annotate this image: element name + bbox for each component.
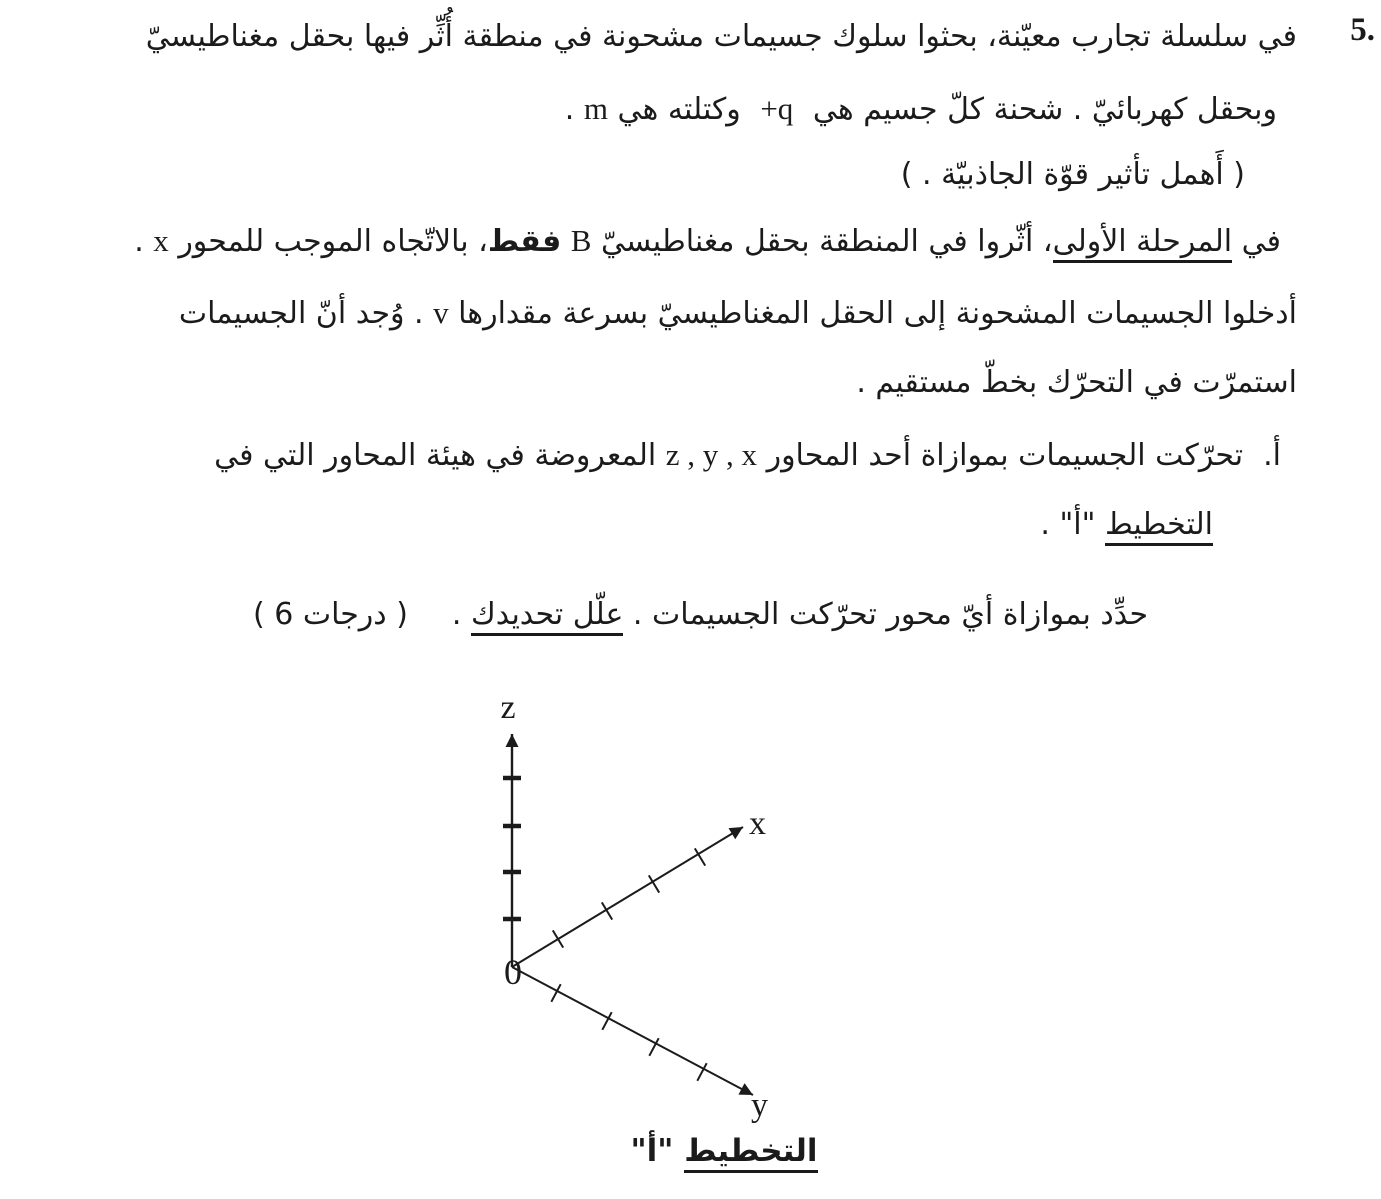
diagram-ref-underlined: التخطيط: [1105, 507, 1213, 546]
stage1-underlined-phrase: المرحلة الأولى: [1053, 224, 1233, 263]
part-a-text-1b: المعروضة في هيئة المحاور التي في: [214, 438, 666, 473]
origin-label: 0: [504, 952, 522, 992]
magnetic-field-symbol: B: [570, 223, 592, 258]
stage1-bold-only: فقط: [487, 224, 562, 259]
stage1-line-1: [134, 216, 1281, 267]
intro-line-1: [146, 12, 1297, 62]
part-a-line-2: [1040, 500, 1213, 550]
intro-text-1: في سلسلة تجارب معيّنة، بحثوا سلوك جسيمات مشحونة في منطقة أُثِّر فيها بحقل مغناطيسيّ: [145, 19, 1297, 54]
axes-diagram: [430, 688, 810, 1128]
points-label: ( 6 درجات ): [253, 597, 408, 632]
diagram-caption: [524, 1126, 924, 1176]
stage1-text-1c: ، بالاتّجاه الموجب للمحور: [168, 224, 488, 259]
stage1-text-1d: .: [134, 224, 154, 259]
axes-symbols: z , y , x: [665, 437, 758, 472]
diagram-caption-label: "أ": [630, 1133, 685, 1169]
y-axis-label: y: [751, 1087, 768, 1124]
mass-symbol: m: [583, 91, 608, 126]
speed-symbol: v: [433, 295, 449, 330]
x-axis-line: [512, 827, 743, 967]
y-axis-ticks: [551, 984, 706, 1081]
stage1-line-3: [856, 358, 1297, 408]
diagram-caption-word: التخطيط: [684, 1133, 817, 1173]
charge-symbol: +q: [760, 91, 794, 126]
part-a-text-1a: تحرّكت الجسيمات بموازاة أحد المحاور: [757, 438, 1244, 473]
task-underlined-phrase: علّل تحديدك: [471, 597, 623, 636]
x-axis-label: x: [749, 805, 766, 842]
stage1-text-2b: . وُجد أنّ الجسيمات: [178, 296, 434, 331]
gravity-note-line: [901, 150, 1245, 200]
intro-text-2c: .: [564, 92, 584, 127]
stage1-text-3: استمرّت في التحرّك بخطّ مستقيم .: [856, 365, 1297, 400]
gravity-note-text: ( أَهمل تأثير قوّة الجاذبيّة . ): [900, 157, 1245, 192]
part-a-marker: أ.: [1263, 438, 1281, 473]
stage1-text-1a: في: [1232, 224, 1281, 259]
part-a-task-line: [253, 590, 1148, 640]
stage1-space: [561, 224, 571, 259]
y-axis-line: [512, 967, 753, 1095]
intro-line-2: [565, 84, 1277, 135]
task-text-a: حدِّد بموازاة أيّ محور تحرّكت الجسيمات .: [623, 597, 1148, 632]
intro-text-2a: وبحقل كهربائيّ . شحنة كلّ جسيم هي: [803, 92, 1277, 127]
intro-text-2b: وكتلته هي: [608, 92, 751, 127]
stage1-text-1b: ، أثّروا في المنطقة بحقل مغناطيسيّ: [591, 224, 1053, 259]
part-a-text-2: "أ" .: [1040, 507, 1105, 542]
z-axis-label: z: [500, 689, 516, 726]
x-axis-symbol: x: [153, 223, 169, 258]
stage1-text-2a: أدخلوا الجسيمات المشحونة إلى الحقل المغناطيسيّ بسرعة مقدارها: [448, 296, 1297, 331]
question-number: 5.: [1350, 12, 1375, 48]
part-a-line-1: [214, 430, 1281, 481]
stage1-line-2: [179, 288, 1297, 339]
task-text-b: .: [451, 597, 471, 632]
